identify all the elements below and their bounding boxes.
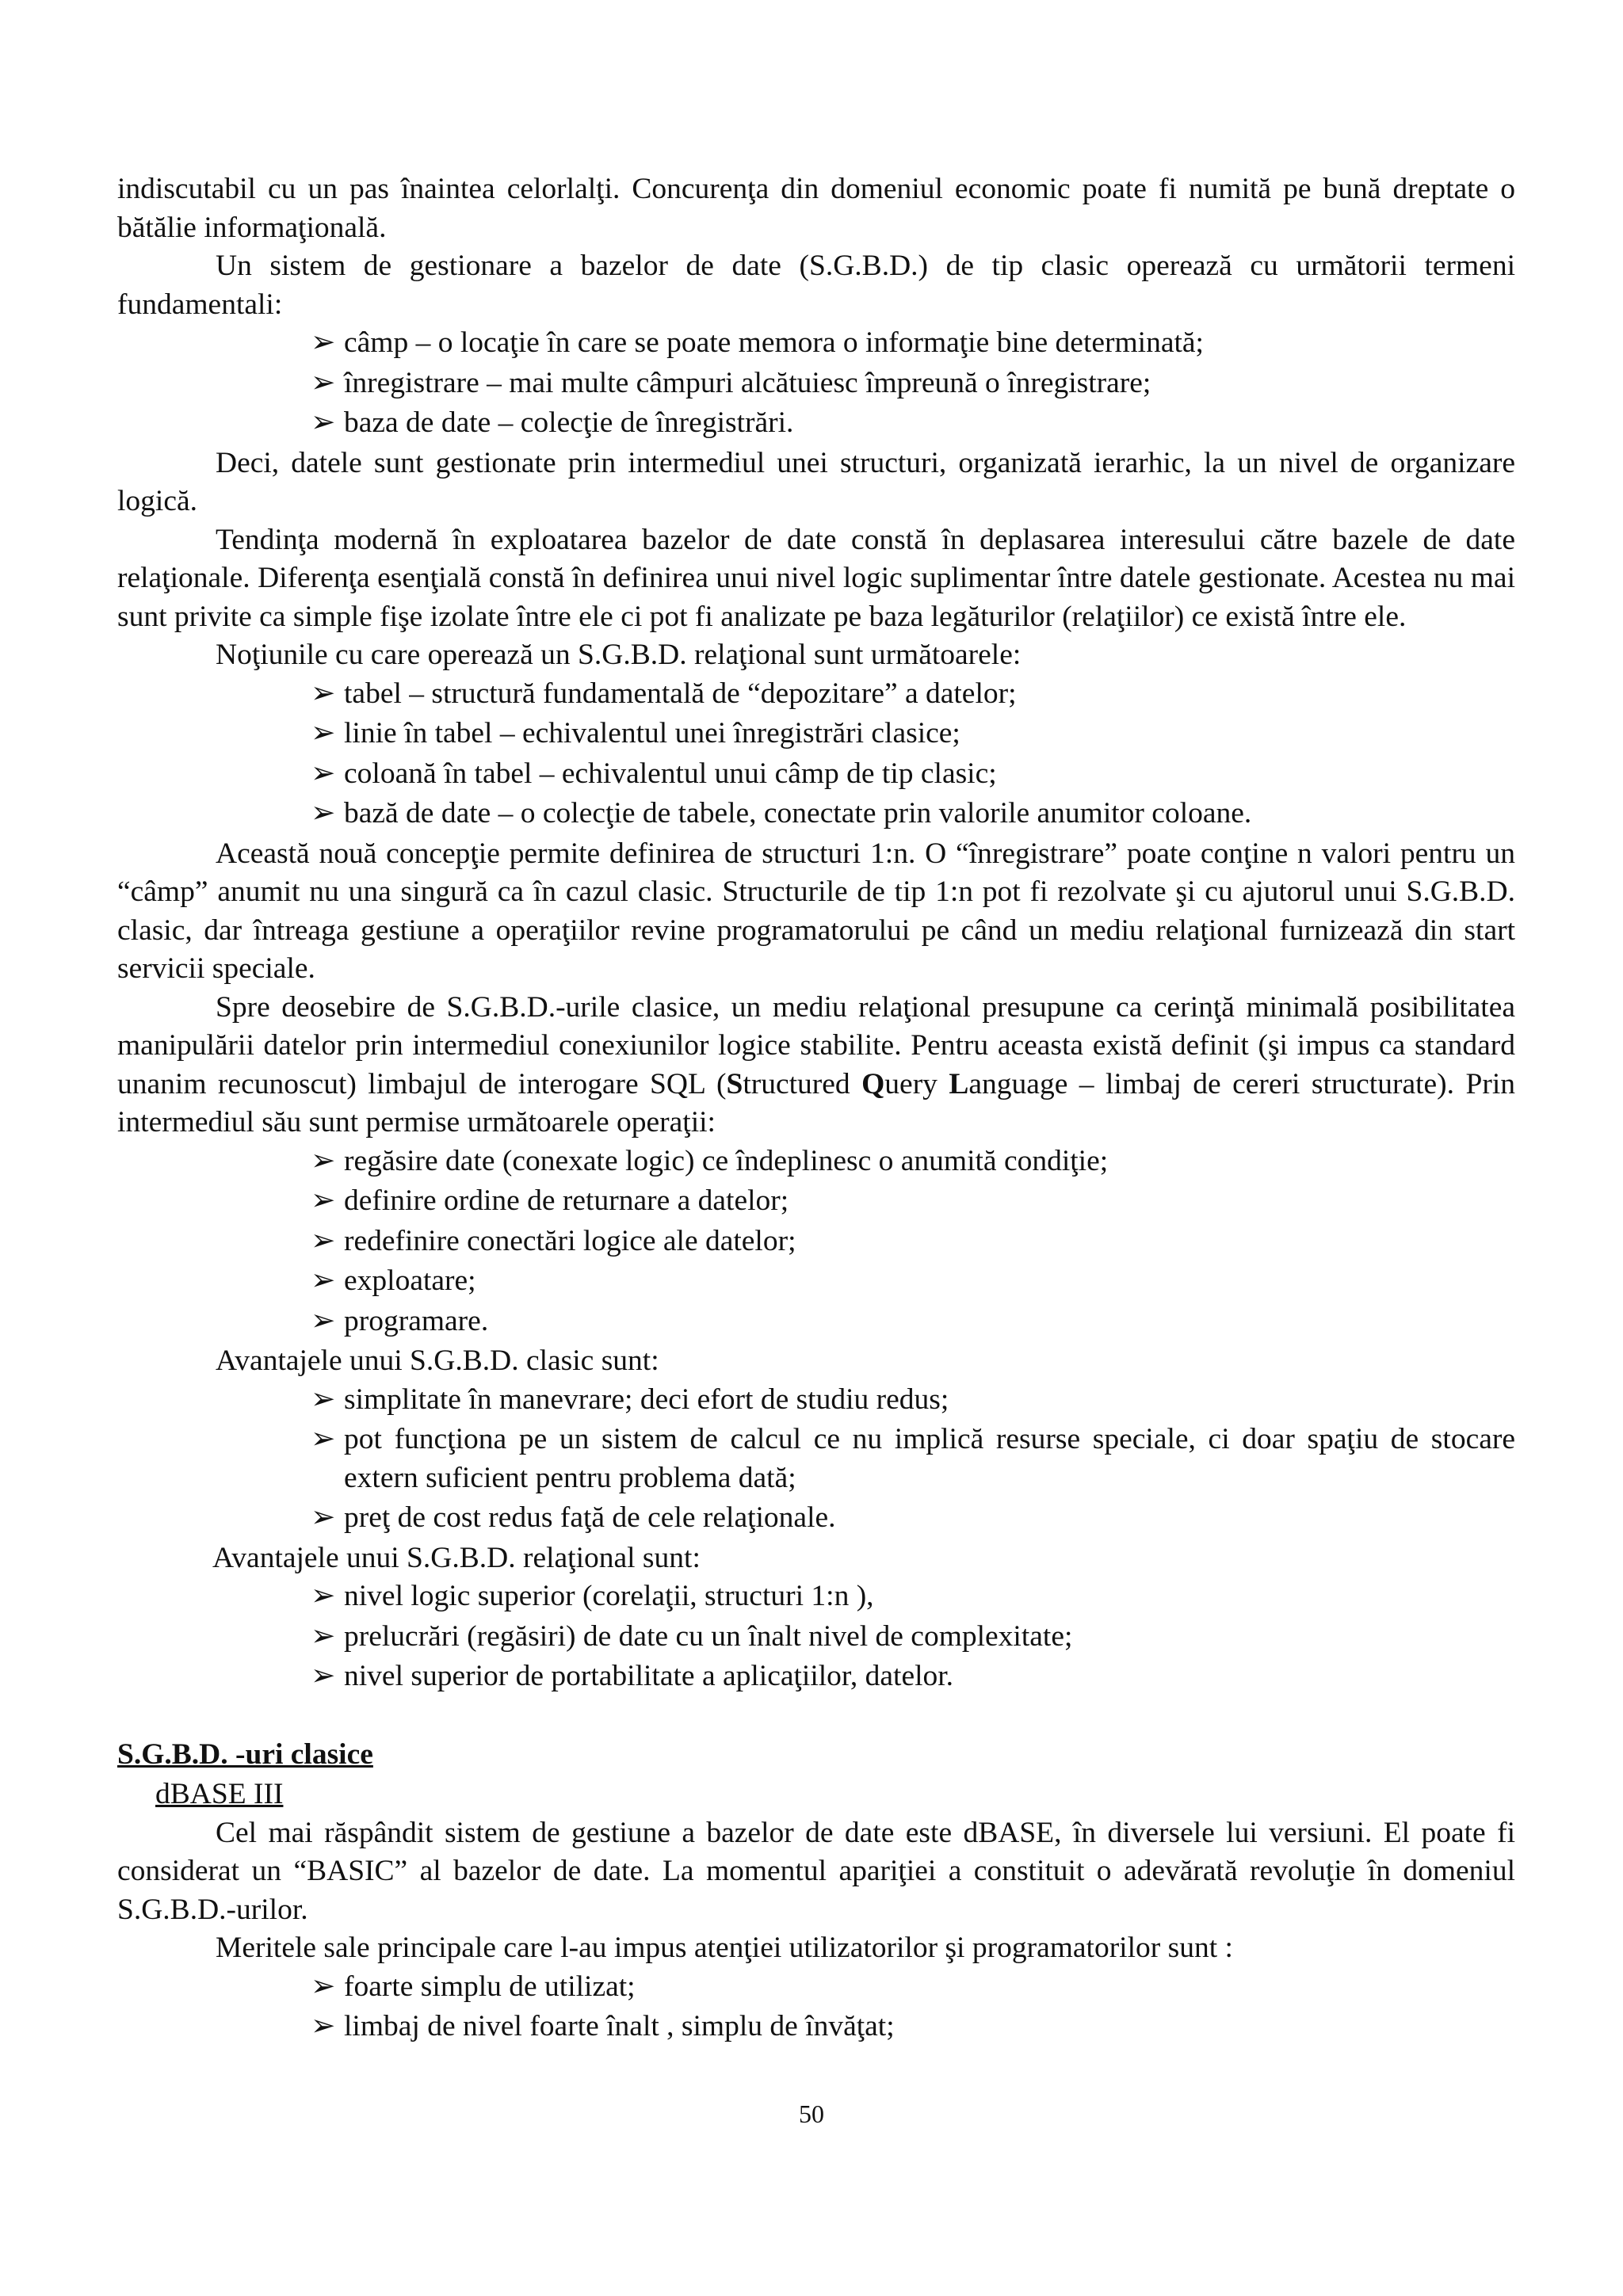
arrow-bullet-icon: ➢	[311, 326, 336, 359]
list-item	[311, 1302, 1515, 1341]
arrow-bullet-icon: ➢	[311, 757, 336, 790]
arrow-bullet-icon: ➢	[311, 717, 336, 749]
list-item	[311, 1618, 1515, 1657]
list-item	[311, 1421, 1515, 1497]
list-item	[311, 364, 1515, 403]
list-item	[311, 404, 1515, 443]
list-item-text: nivel logic superior (corelaţii, structuri 1:n ),	[344, 1580, 874, 1612]
arrow-bullet-icon: ➢	[311, 1184, 336, 1217]
bullet-list-3	[117, 1142, 1515, 1341]
arrow-bullet-icon: ➢	[311, 797, 336, 830]
list-item	[311, 324, 1515, 363]
list-item-text: tabel – structură fundamentală de “depozitare” a datelor;	[344, 677, 1017, 710]
paragraph-8: Avantajele unui S.G.B.D. clasic sunt:	[216, 1344, 659, 1377]
list-item-text: câmp – o locaţie în care se poate memora o informaţie bine determinată;	[344, 326, 1204, 359]
section-heading: S.G.B.D. -uri clasice	[117, 1737, 373, 1771]
paragraph-3: Deci, datele sunt gestionate prin intermediul unei structuri, organizată ierarhic, la un nivel de organizare logică.	[117, 446, 1515, 517]
paragraph-6: Această nouă concepţie permite definirea de structuri 1:n. O “înregistrare” poate conţine n valori pentru un “câmp” anumit nu una singură ca în cazul clasic. Structurile de tip 1:n pot fi rezolvate şi cu ajutorul unui S.G.B.D. clasic, dar întreaga gestiune a operaţiilor revine programatorului pe când un mediu relaţional furnizează din start servicii speciale.	[117, 837, 1515, 985]
acronym-letter-s: S	[726, 1067, 743, 1100]
list-item	[311, 795, 1515, 833]
list-item	[311, 1499, 1515, 1538]
list-item-text: pot funcţiona pe un sistem de calcul ce nu implică resurse speciale, ci doar spaţiu de stocare extern suficient pentru problema dată;	[344, 1423, 1515, 1494]
list-item-text: prelucrări (regăsiri) de date cu un înalt nivel de complexitate;	[344, 1619, 1073, 1653]
arrow-bullet-icon: ➢	[311, 1423, 336, 1455]
list-item-text: bază de date – o colecţie de tabele, conectate prin valorile anumitor coloane.	[344, 797, 1252, 830]
document-page	[117, 170, 1515, 2048]
paragraph-7-part-b: tructured	[743, 1067, 862, 1100]
arrow-bullet-icon: ➢	[311, 1383, 336, 1416]
list-item	[311, 1222, 1515, 1261]
bullet-list-5	[117, 1577, 1515, 1696]
list-item	[311, 675, 1515, 714]
list-item-text: definire ordine de returnare a datelor;	[344, 1184, 789, 1217]
paragraph-5: Noţiunile cu care operează un S.G.B.D. relaţional sunt următoarele:	[216, 639, 1022, 671]
paragraph-9: Avantajele unui S.G.B.D. relaţional sunt:	[212, 1541, 701, 1574]
arrow-bullet-icon: ➢	[311, 1264, 336, 1297]
list-item-text: redefinire conectări logice ale datelor;	[344, 1224, 796, 1257]
list-item-text: exploatare;	[344, 1264, 476, 1297]
arrow-bullet-icon: ➢	[311, 1970, 336, 2003]
arrow-bullet-icon: ➢	[311, 1501, 336, 1534]
list-item-text: nivel superior de portabilitate a aplicaţiilor, datelor.	[344, 1660, 954, 1692]
subsection-heading: dBASE III	[155, 1778, 284, 1810]
arrow-bullet-icon: ➢	[311, 1660, 336, 1692]
list-item-text: preţ de cost redus faţă de cele relaţionale.	[344, 1501, 836, 1534]
arrow-bullet-icon: ➢	[311, 677, 336, 710]
list-item-text: programare.	[344, 1304, 489, 1337]
arrow-bullet-icon: ➢	[311, 1224, 336, 1257]
list-item	[311, 2008, 1515, 2046]
list-item-text: simplitate în manevrare; deci efort de studiu redus;	[344, 1383, 949, 1416]
arrow-bullet-icon: ➢	[311, 1619, 336, 1653]
bullet-list-1	[117, 324, 1515, 443]
paragraph-4: Tendinţa modernă în exploatarea bazelor de date constă în deplasarea interesului către bazele de date relaţionale. Diferenţa esenţială constă în definirea unui nivel logic suplimentar între datele gestionate. Acestea nu mai sunt privite ca simple fişe izolate între ele ci pot fi analizate pe baza legăturilor (relaţiilor) ce există între ele.	[117, 523, 1515, 633]
list-item	[311, 1381, 1515, 1420]
arrow-bullet-icon: ➢	[311, 406, 336, 439]
acronym-letter-l: L	[949, 1067, 969, 1100]
list-item-text: regăsire date (conexate logic) ce îndeplinesc o anumită condiţie;	[344, 1144, 1109, 1177]
list-item	[311, 1968, 1515, 2007]
list-item	[311, 715, 1515, 753]
paragraph-10: Cel mai răspândit sistem de gestiune a bazelor de date este dBASE, în diversele lui versiuni. El poate fi considerat un “BASIC” al bazelor de date. La momentul apariţiei a constituit o adevărată revoluţie în domeniul S.G.B.D.-urilor.	[117, 1816, 1515, 1926]
list-item	[311, 1182, 1515, 1221]
list-item-text: foarte simplu de utilizat;	[344, 1970, 636, 2003]
list-item-text: înregistrare – mai multe câmpuri alcătuiesc împreună o înregistrare;	[344, 366, 1151, 399]
arrow-bullet-icon: ➢	[311, 1580, 336, 1612]
paragraph-7-part-a: Spre deosebire de S.G.B.D.-urile clasice, un mediu relaţional presupune ca cerinţă minimală posibilitatea manipulării datelor prin intermediul conexiunilor logice stabilite. Pentru aceasta există definit (şi impus ca standard unanim recunoscut) limbajul de interogare SQL (	[117, 990, 1515, 1100]
arrow-bullet-icon: ➢	[311, 2010, 336, 2042]
list-item	[311, 1142, 1515, 1181]
paragraph-7-part-d: anguage – limbaj de cereri structurate). Prin intermediul său sunt permise următoarele operaţii:	[117, 1067, 1515, 1138]
paragraph-2: Un sistem de gestionare a bazelor de date (S.G.B.D.) de tip clasic operează cu următorii termeni fundamentali:	[117, 250, 1515, 321]
acronym-letter-q: Q	[861, 1067, 885, 1100]
page-number: 50	[799, 2100, 824, 2128]
paragraph-11: Meritele sale principale care l-au impus atenţiei utilizatorilor şi programatorilor sunt :	[216, 1932, 1233, 1964]
paragraph-7-part-c: uery	[884, 1067, 949, 1100]
list-item	[311, 1577, 1515, 1616]
list-item-text: baza de date – colecţie de înregistrări.	[344, 406, 794, 439]
bullet-list-6	[117, 1968, 1515, 2046]
list-item-text: coloană în tabel – echivalentul unui câmp de tip clasic;	[344, 757, 997, 790]
list-item-text: limbaj de nivel foarte înalt , simplu de învăţat;	[344, 2010, 895, 2042]
bullet-list-2	[117, 675, 1515, 833]
list-item	[311, 755, 1515, 794]
arrow-bullet-icon: ➢	[311, 1304, 336, 1337]
arrow-bullet-icon: ➢	[311, 1144, 336, 1177]
list-item-text: linie în tabel – echivalentul unei înregistrări clasice;	[344, 717, 960, 749]
paragraph-1: indiscutabil cu un pas înaintea celorlalţi. Concurenţa din domeniul economic poate fi numită pe bună dreptate o bătălie informaţională.	[117, 173, 1515, 244]
paragraph-7	[117, 989, 1515, 1142]
list-item	[311, 1657, 1515, 1696]
list-item	[311, 1262, 1515, 1301]
bullet-list-4	[117, 1381, 1515, 1538]
arrow-bullet-icon: ➢	[311, 366, 336, 399]
